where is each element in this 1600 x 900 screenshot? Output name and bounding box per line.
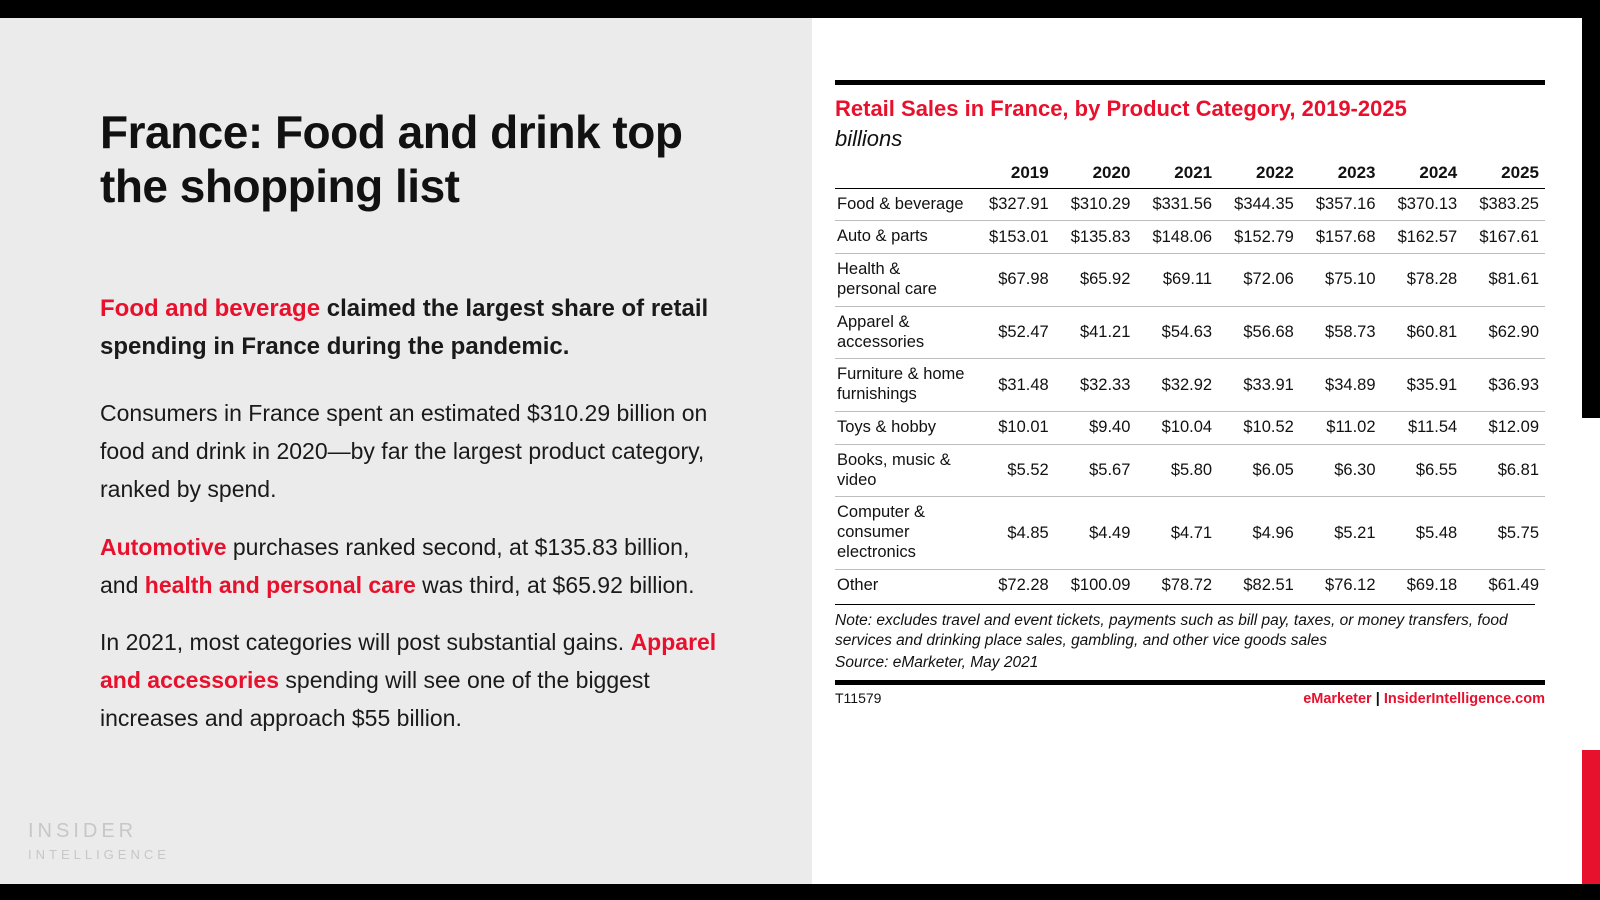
right-edge-red-block bbox=[1582, 750, 1600, 884]
column-header-category bbox=[835, 158, 973, 189]
text-run-1-2: claimed the largest share of retail spending in France during the pandemic. bbox=[100, 295, 709, 361]
cell-value: $148.06 bbox=[1136, 221, 1218, 254]
cell-value: $157.68 bbox=[1300, 221, 1382, 254]
cell-value: $31.48 bbox=[973, 359, 1055, 412]
cell-value: $6.81 bbox=[1463, 444, 1545, 497]
cell-value: $4.96 bbox=[1218, 497, 1300, 569]
table-row bbox=[835, 188, 1545, 221]
table-row bbox=[835, 569, 1545, 601]
cell-value: $60.81 bbox=[1382, 306, 1464, 359]
chart-panel bbox=[835, 80, 1545, 707]
table-row bbox=[835, 221, 1545, 254]
text-run-2-1: Consumers in France spent an estimated $310.29 billion on food and drink in 2020—by far the largest product category, ranked by spend. bbox=[100, 399, 708, 502]
cell-value: $331.56 bbox=[1136, 188, 1218, 221]
brand-credit bbox=[1303, 691, 1545, 707]
row-category-label: Books, music & video bbox=[835, 444, 973, 497]
cell-value: $78.28 bbox=[1382, 254, 1464, 307]
cell-value: $9.40 bbox=[1055, 411, 1137, 444]
paragraph-1 bbox=[100, 290, 720, 367]
brand-separator: | bbox=[1371, 691, 1384, 708]
table-header bbox=[835, 158, 1545, 189]
cell-value: $61.49 bbox=[1488, 576, 1539, 595]
cell-value: $75.10 bbox=[1300, 254, 1382, 307]
logo-line-1: INSIDER bbox=[28, 820, 138, 842]
cell-value: $54.63 bbox=[1136, 306, 1218, 359]
cell-value: $62.90 bbox=[1463, 306, 1545, 359]
highlight-run-4-2: Apparel and accessories bbox=[100, 629, 717, 694]
brand-emarketer: eMarketer bbox=[1303, 691, 1372, 708]
cell-value: $36.93 bbox=[1463, 359, 1545, 412]
table-row bbox=[835, 254, 1545, 307]
chart-top-rule bbox=[835, 80, 1545, 85]
highlight-run-3-3: health and personal care bbox=[144, 571, 416, 598]
cell-value: $33.91 bbox=[1218, 359, 1300, 412]
cell-value: $58.73 bbox=[1300, 306, 1382, 359]
chart-subtitle: billions bbox=[835, 125, 903, 151]
cell-value: $310.29 bbox=[1055, 188, 1137, 221]
cell-value: $32.92 bbox=[1136, 359, 1218, 412]
logo-line-2: INTELLIGENCE bbox=[28, 847, 170, 862]
chart-code: T11579 bbox=[835, 690, 882, 707]
cell-value: $100.09 bbox=[1070, 576, 1131, 595]
column-header-2023: 2023 bbox=[1300, 158, 1382, 189]
cell-value: $6.30 bbox=[1300, 444, 1382, 497]
table-row bbox=[835, 306, 1545, 359]
row-category-label: Food & beverage bbox=[835, 188, 973, 221]
chart-title: Retail Sales in France, by Product Category, 2019-2025 bbox=[835, 96, 1407, 121]
cell-value: $162.57 bbox=[1382, 221, 1464, 254]
cell-value: $67.98 bbox=[973, 254, 1055, 307]
insider-intelligence-logo bbox=[28, 820, 170, 862]
cell-value: $5.52 bbox=[973, 444, 1055, 497]
cell-value: $5.67 bbox=[1055, 444, 1137, 497]
cell-value: $11.54 bbox=[1382, 411, 1464, 444]
highlight-run-1-1: Food and beverage bbox=[100, 295, 321, 322]
chart-note: Note: excludes travel and event tickets, payments such as bill pay, taxes, or money transfers, food services and drinking place sales, gambling, and other vice goods sales bbox=[835, 604, 1535, 653]
row-category-label: Auto & parts bbox=[835, 221, 973, 254]
right-edge-black-block bbox=[1582, 18, 1600, 418]
left-text-panel bbox=[0, 18, 812, 884]
row-category-label: Health & personal care bbox=[835, 254, 973, 307]
cell-value: $135.83 bbox=[1055, 221, 1137, 254]
cell-value: $357.16 bbox=[1300, 188, 1382, 221]
cell-value: $65.92 bbox=[1055, 254, 1137, 307]
column-header-2022: 2022 bbox=[1218, 158, 1300, 189]
cell-value: $5.80 bbox=[1136, 444, 1218, 497]
cell-value: $4.49 bbox=[1055, 497, 1137, 569]
table-row bbox=[835, 497, 1545, 569]
cell-value: $76.12 bbox=[1325, 576, 1376, 595]
table-row bbox=[835, 411, 1545, 444]
text-run-3-2: purchases ranked second, at $135.83 billion, and bbox=[100, 533, 690, 598]
cell-value: $4.85 bbox=[973, 497, 1055, 569]
text-run-4-1: In 2021, most categories will post substantial gains. bbox=[100, 629, 631, 656]
cell-value: $34.89 bbox=[1300, 359, 1382, 412]
cell-value: $72.06 bbox=[1218, 254, 1300, 307]
cell-value: $12.09 bbox=[1463, 411, 1545, 444]
paragraph-2 bbox=[100, 395, 720, 509]
cell-value: $10.01 bbox=[973, 411, 1055, 444]
paragraph-3 bbox=[100, 529, 720, 605]
chart-source: Source: eMarketer, May 2021 bbox=[835, 654, 1039, 672]
column-header-2024: 2024 bbox=[1382, 158, 1464, 189]
cell-value: $41.21 bbox=[1055, 306, 1137, 359]
row-category-label: Toys & hobby bbox=[835, 411, 973, 444]
row-category-label: Apparel & accessories bbox=[835, 306, 973, 359]
column-header-2021: 2021 bbox=[1136, 158, 1218, 189]
retail-sales-table bbox=[835, 158, 1545, 602]
body-copy bbox=[100, 290, 720, 758]
table-row bbox=[835, 359, 1545, 412]
cell-value: $82.51 bbox=[1243, 576, 1294, 595]
cell-value: $35.91 bbox=[1382, 359, 1464, 412]
chart-bottom-rule bbox=[835, 680, 1545, 707]
cell-value: $167.61 bbox=[1463, 221, 1545, 254]
highlight-run-3-1: Automotive bbox=[100, 533, 227, 560]
row-category-label: Other bbox=[837, 575, 879, 594]
cell-value: $69.11 bbox=[1136, 254, 1218, 307]
column-header-2020: 2020 bbox=[1055, 158, 1137, 189]
text-run-3-4: was third, at $65.92 billion. bbox=[415, 571, 695, 598]
cell-value: $81.61 bbox=[1463, 254, 1545, 307]
cell-value: $344.35 bbox=[1218, 188, 1300, 221]
table-row bbox=[835, 444, 1545, 497]
text-run-4-3: spending will see one of the biggest increases and approach $55 billion. bbox=[100, 667, 650, 732]
column-header-2025: 2025 bbox=[1463, 158, 1545, 189]
page-title: France: Food and drink top the shopping list bbox=[100, 106, 683, 212]
cell-value: $5.75 bbox=[1463, 497, 1545, 569]
brand-insiderintelligence: InsiderIntelligence.com bbox=[1383, 691, 1545, 708]
cell-value: $78.72 bbox=[1161, 576, 1213, 595]
paragraph-4 bbox=[100, 624, 720, 738]
bottom-black-bar bbox=[0, 884, 1600, 900]
top-black-bar bbox=[0, 0, 1600, 18]
cell-value: $5.48 bbox=[1382, 497, 1464, 569]
cell-value: $6.05 bbox=[1218, 444, 1300, 497]
cell-value: $370.13 bbox=[1382, 188, 1464, 221]
cell-value: $4.71 bbox=[1136, 497, 1218, 569]
cell-value: $5.21 bbox=[1300, 497, 1382, 569]
column-header-2019: 2019 bbox=[973, 158, 1055, 189]
cell-value: $72.28 bbox=[998, 576, 1049, 595]
cell-value: $6.55 bbox=[1382, 444, 1464, 497]
cell-value: $383.25 bbox=[1463, 188, 1545, 221]
row-category-label: Computer & consumer electronics bbox=[835, 497, 973, 569]
cell-value: $56.68 bbox=[1218, 306, 1300, 359]
row-category-label: Furniture & home furnishings bbox=[835, 359, 973, 412]
cell-value: $52.47 bbox=[973, 306, 1055, 359]
cell-value: $153.01 bbox=[973, 221, 1055, 254]
cell-value: $327.91 bbox=[973, 188, 1055, 221]
cell-value: $10.52 bbox=[1218, 411, 1300, 444]
table-header-row bbox=[835, 158, 1545, 189]
cell-value: $32.33 bbox=[1055, 359, 1137, 412]
cell-value: $152.79 bbox=[1218, 221, 1300, 254]
cell-value: $11.02 bbox=[1300, 411, 1382, 444]
cell-value: $69.18 bbox=[1406, 576, 1458, 595]
cell-value: $10.04 bbox=[1136, 411, 1218, 444]
table-body bbox=[835, 188, 1545, 601]
